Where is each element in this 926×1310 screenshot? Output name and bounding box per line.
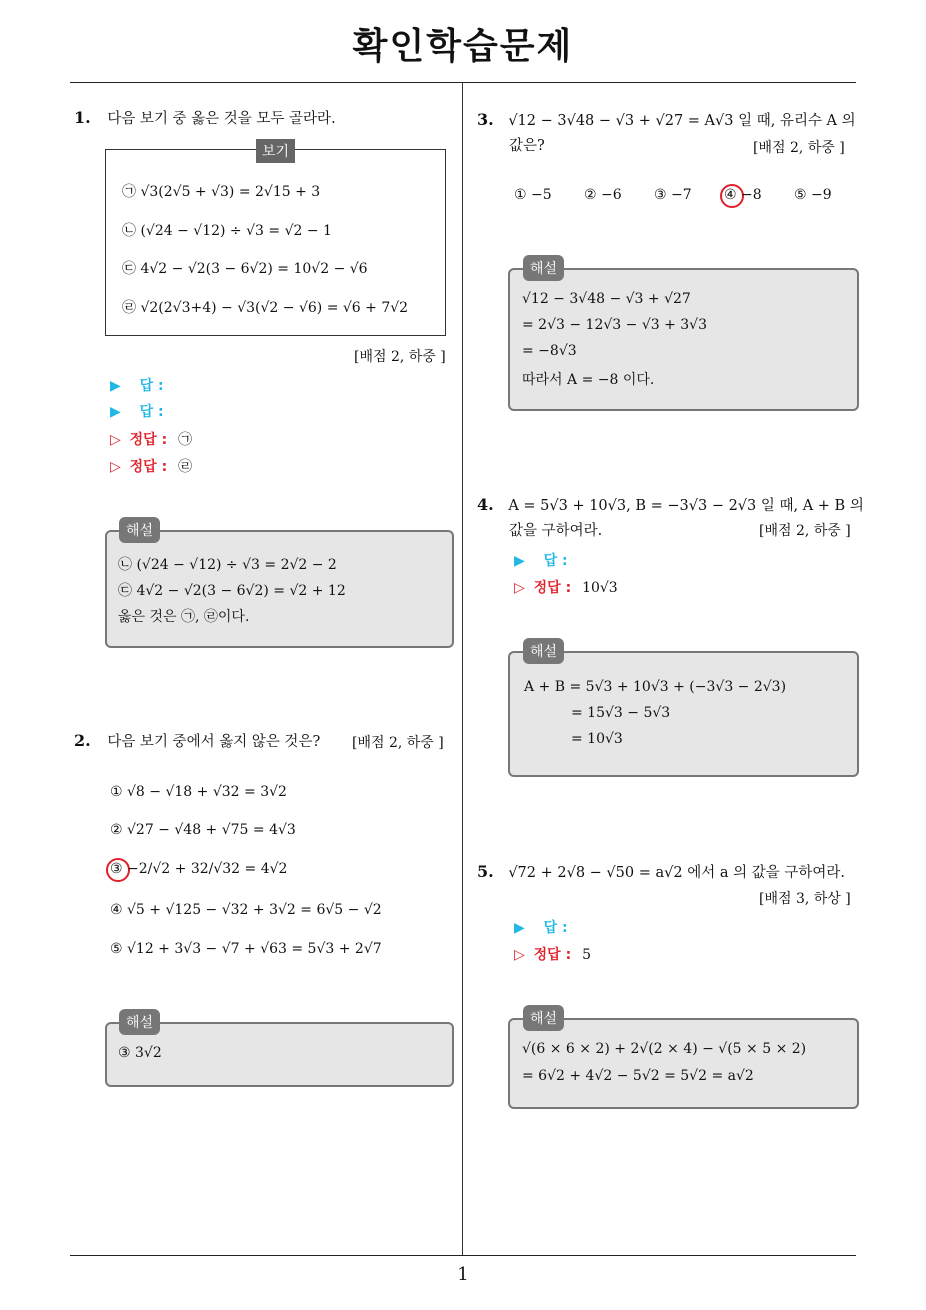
bogi-item: ㉢ 4√2 − √2(3 − 6√2) = 10√2 − √6 (122, 261, 368, 277)
question-text: √72 + 2√8 − √50 = a√2 에서 a 의 값을 구하여라. (508, 865, 845, 881)
column-divider (462, 83, 463, 1256)
correct-label: 정답 : (533, 580, 572, 596)
question-number: 3. (477, 110, 494, 129)
bogi-item: ㉠ √3(2√5 + √3) = 2√15 + 3 (122, 184, 321, 200)
correct-value: 10√3 (582, 580, 618, 596)
question-number: 5. (477, 862, 494, 881)
question-text: A = 5√3 + 10√3, B = −3√3 − 2√3 일 때, A + B 의 (508, 498, 864, 514)
choice-5: ⑤ −9 (794, 187, 832, 203)
arrow-outline-icon: ▷ (110, 432, 121, 448)
question-text: 다음 보기 중 옳은 것을 모두 골라라. (107, 111, 336, 127)
question-text: 다음 보기 중에서 옳지 않은 것은? (107, 734, 321, 750)
correct-value: 5 (582, 947, 591, 963)
correct-value: ㉠ (178, 432, 193, 448)
choice-2: ② √27 − √48 + √75 = 4√3 (110, 822, 296, 838)
solution-box (508, 1018, 859, 1109)
solution-box (508, 651, 859, 777)
solution-line: √(6 × 6 × 2) + 2√(2 × 4) − √(5 × 5 × 2) (522, 1041, 807, 1057)
solution-line: = 2√3 − 12√3 − √3 + 3√3 (522, 317, 708, 333)
choice-1: ① √8 − √18 + √32 = 3√2 (110, 784, 287, 800)
solution-line: = 6√2 + 4√2 − 5√2 = 5√2 = a√2 (522, 1068, 754, 1084)
score-label: [배점 2, 하중 ] (354, 349, 446, 365)
solution-line: = 15√3 − 5√3 (571, 705, 671, 721)
question-1 (74, 105, 336, 132)
correct-answer-line (110, 429, 192, 449)
arrow-right-icon: ▶ (514, 553, 525, 569)
correct-value: ㉣ (178, 459, 193, 475)
score-label: [배점 3, 하상 ] (759, 891, 851, 907)
answer-label: 답 : (543, 553, 568, 569)
solution-label: 해설 (523, 1005, 564, 1031)
answer-line (514, 917, 568, 937)
question-3 (477, 107, 856, 134)
answer-line (110, 375, 164, 395)
bogi-item: ㉣ √2(2√3+4) − √3(√2 − √6) = √6 + 7√2 (122, 300, 409, 316)
question-number: 1. (74, 108, 91, 127)
arrow-outline-icon: ▷ (514, 580, 525, 596)
page-number: 1 (457, 1264, 469, 1285)
solution-line: = 10√3 (571, 731, 623, 747)
answer-label: 답 : (139, 378, 164, 394)
correct-answer-line (514, 944, 591, 964)
page-title: 확인학습문제 (352, 26, 574, 67)
arrow-outline-icon: ▷ (514, 947, 525, 963)
bogi-item: ㉡ (√24 − √12) ÷ √3 = √2 − 1 (122, 223, 332, 239)
choice-5: ⑤ √12 + 3√3 − √7 + √63 = 5√3 + 2√7 (110, 941, 382, 957)
solution-line: = −8√3 (522, 343, 577, 359)
correct-label: 정답 : (533, 947, 572, 963)
question-number: 4. (477, 495, 494, 514)
arrow-right-icon: ▶ (110, 378, 121, 394)
bottom-divider (70, 1255, 856, 1256)
arrow-right-icon: ▶ (514, 920, 525, 936)
answer-label: 답 : (139, 404, 164, 420)
bogi-label: 보기 (256, 139, 295, 163)
answer-line (514, 550, 568, 570)
question-text: √12 − 3√48 − √3 + √27 = A√3 일 때, 유리수 A 의 (508, 113, 856, 129)
solution-label: 해설 (523, 255, 564, 281)
solution-box (508, 268, 859, 411)
question-5 (477, 859, 845, 886)
arrow-outline-icon: ▷ (110, 459, 121, 475)
choice-1: ① −5 (514, 187, 552, 203)
question-2 (74, 728, 320, 755)
arrow-right-icon: ▶ (110, 404, 121, 420)
solution-line: A + B = 5√3 + 10√3 + (−3√3 − 2√3) (524, 679, 787, 695)
solution-label: 해설 (523, 638, 564, 664)
question-4 (477, 492, 864, 519)
score-label: [배점 2, 하중 ] (753, 140, 845, 156)
solution-line: ㉢ 4√2 − √2(3 − 6√2) = √2 + 12 (118, 583, 346, 599)
correct-answer-line (110, 456, 192, 476)
correct-label: 정답 : (129, 432, 168, 448)
solution-line: ③ 3√2 (118, 1045, 162, 1061)
score-label: [배점 2, 하중 ] (352, 735, 444, 751)
solution-line: √12 − 3√48 − √3 + √27 (522, 291, 691, 307)
answer-line (110, 401, 164, 421)
choice-4: ④ −8 (724, 187, 762, 203)
solution-line: ㉡ (√24 − √12) ÷ √3 = 2√2 − 2 (118, 557, 337, 573)
question-number: 2. (74, 731, 91, 750)
solution-line: 옳은 것은 ㉠, ㉣이다. (118, 609, 250, 625)
top-divider (70, 82, 856, 83)
choice-2: ② −6 (584, 187, 622, 203)
choice-3: ③ −7 (654, 187, 692, 203)
solution-label: 해설 (119, 517, 160, 543)
solution-label: 해설 (119, 1009, 160, 1035)
choice-3: ③ −2/√2 + 32/√32 = 4√2 (110, 861, 288, 877)
correct-answer-line (514, 577, 618, 597)
solution-line: 따라서 A = −8 이다. (522, 372, 655, 388)
answer-label: 답 : (543, 920, 568, 936)
question-text-continued: 값은? (509, 138, 545, 154)
correct-label: 정답 : (129, 459, 168, 475)
score-label: [배점 2, 하중 ] (759, 523, 851, 539)
question-text-continued: 값을 구하여라. (509, 523, 603, 539)
choice-4: ④ √5 + √125 − √32 + 3√2 = 6√5 − √2 (110, 902, 382, 918)
